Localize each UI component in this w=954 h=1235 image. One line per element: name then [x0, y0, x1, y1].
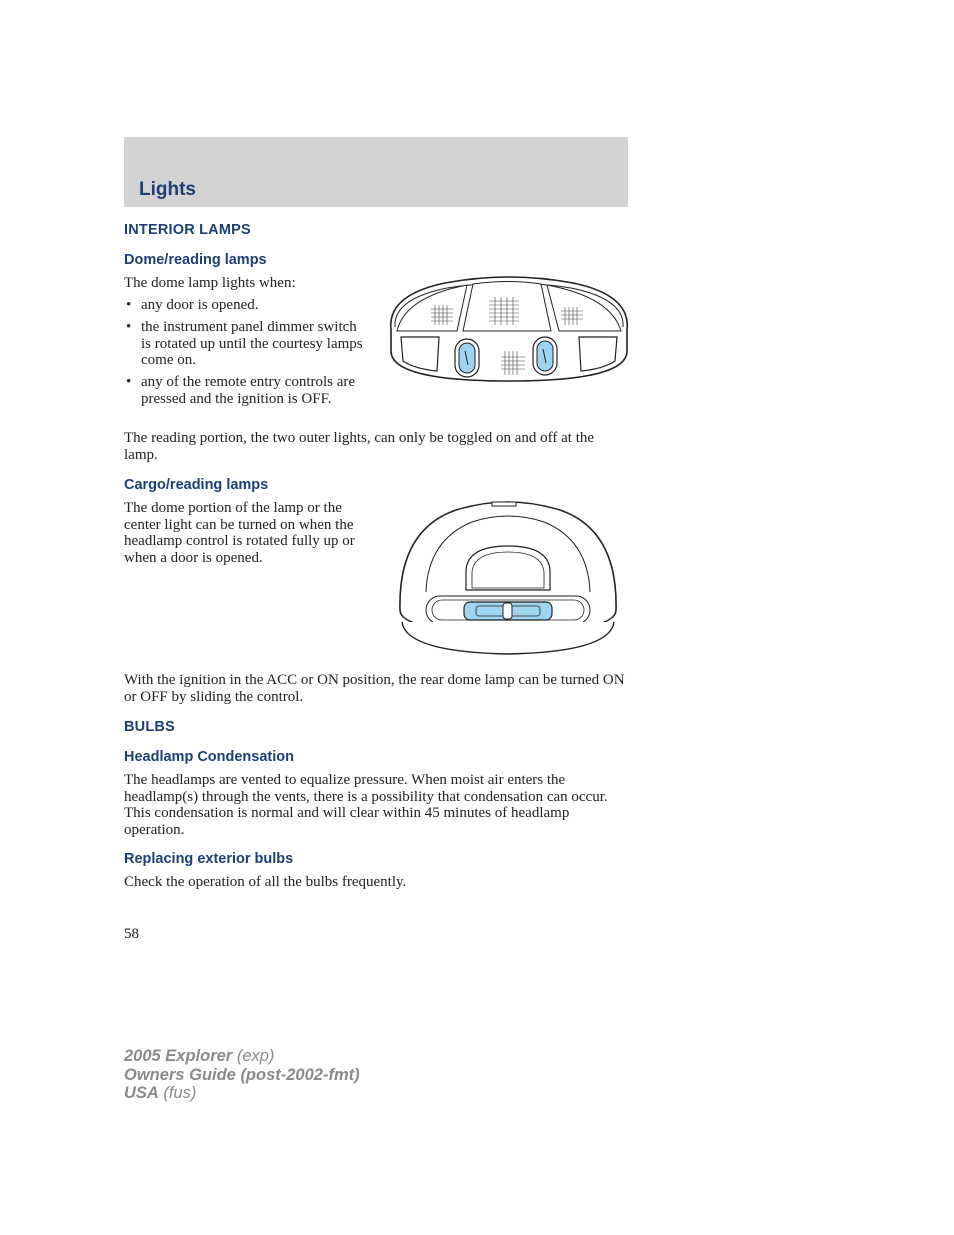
cargo-reading-lamp-illustration [396, 500, 620, 660]
dome-intro: The dome lamp lights when: [124, 275, 296, 291]
replacing-bulbs-heading: Replacing exterior bulbs [124, 851, 294, 867]
condensation-paragraph: The headlamps are vented to equalize pressure. When moist air enters the headlamp(s) through the vents, there is a possibility that condensation can occur. This condensation is normal and will clear within 45 minutes of headlamp operation. [124, 772, 608, 838]
bulbs-heading: BULBS [124, 719, 175, 735]
page-number: 58 [124, 926, 139, 942]
list-item: • any door is opened. [126, 297, 259, 313]
page-title: Lights [139, 179, 196, 200]
interior-lamps-heading: INTERIOR LAMPS [124, 222, 251, 238]
dome-reading-heading: Dome/reading lamps [124, 252, 267, 268]
cargo-paragraph: The dome portion of the lamp or the center light can be turned on when the headlamp control is rotated fully up or when a door is opened. [124, 500, 355, 566]
headlamp-condensation-heading: Headlamp Condensation [124, 749, 294, 765]
list-item: • the instrument panel dimmer switch is rotated up until the courtesy lamps come on. [126, 319, 363, 368]
footer-line-2: Owners Guide (post-2002-fmt) [124, 1065, 360, 1084]
footer-line-1: 2005 Explorer (exp) [124, 1047, 275, 1065]
document-footer [124, 1047, 360, 1103]
dome-note: The reading portion, the two outer lights, can only be toggled on and off at the lamp. [124, 430, 595, 463]
header-band [124, 137, 628, 207]
dome-reading-lamp-illustration [385, 275, 633, 387]
list-item: • any of the remote entry controls are pressed and the ignition is OFF. [126, 374, 356, 407]
cargo-reading-heading: Cargo/reading lamps [124, 477, 269, 493]
dome-bullet-list [124, 297, 369, 413]
footer-line-3: USA (fus) [124, 1084, 197, 1102]
replacing-paragraph: Check the operation of all the bulbs frequently. [124, 874, 407, 890]
cargo-note: With the ignition in the ACC or ON position, the rear dome lamp can be turned ON or OFF by sliding the control. [124, 672, 625, 705]
